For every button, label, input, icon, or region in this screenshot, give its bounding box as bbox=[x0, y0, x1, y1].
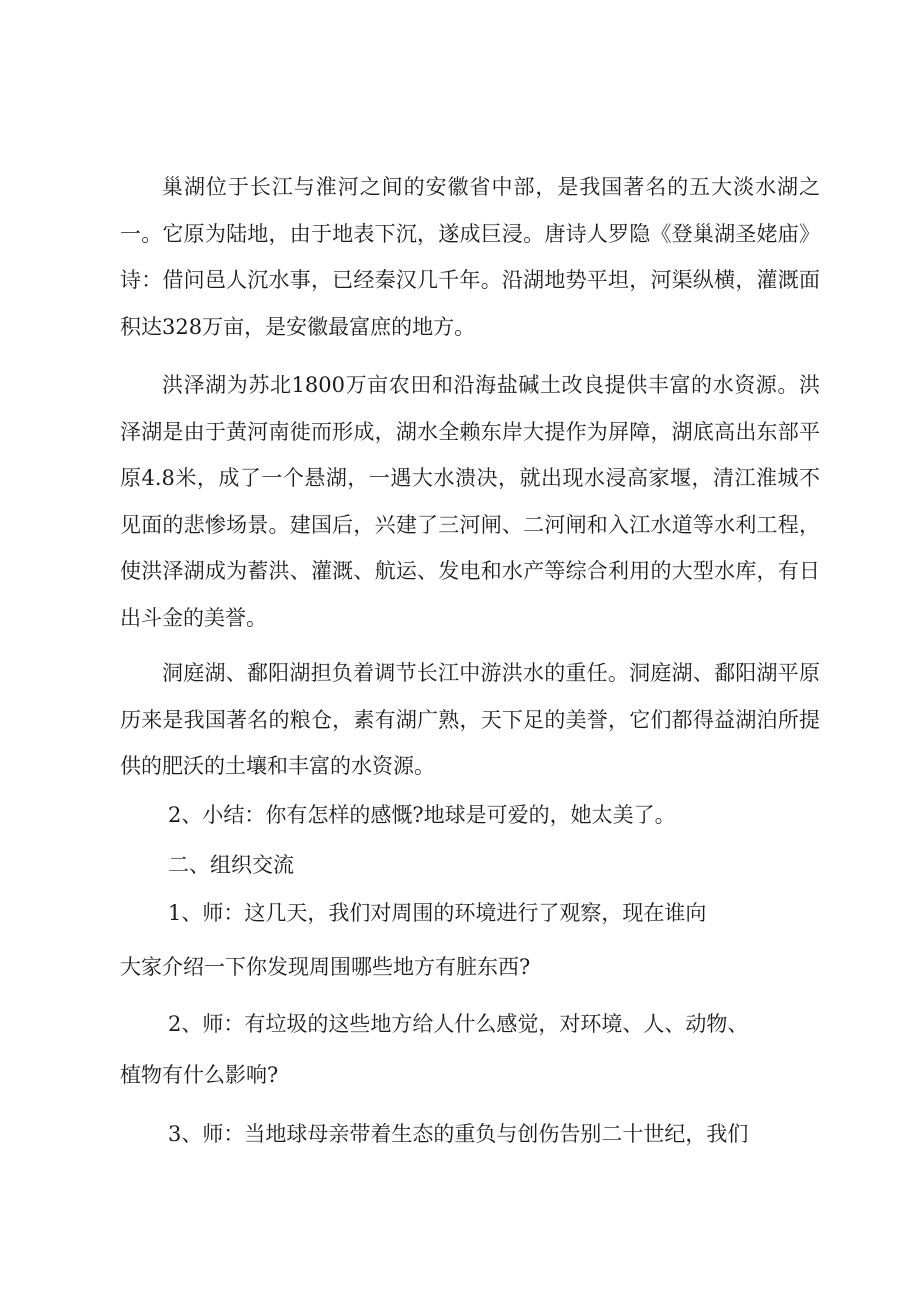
paragraph-chaohu: 巢湖位于长江与淮河之间的安徽省中部，是我国著名的五大淡水湖之一。它原为陆地，由于地表下沉，遂成巨浸。唐诗人罗隐《登巢湖圣姥庙》诗：借问邑人沉水事，已经秦汉几千年。沿湖地势平坦，河渠纵横，灌溉面积达328万亩，是安徽最富庶的地方。 bbox=[120, 175, 820, 339]
question-2-line-1: 2、师：有垃圾的这些地方给人什么感觉，对环境、人、动物、 bbox=[168, 1012, 749, 1036]
question-1-line-2: 大家介绍一下你发现周围哪些地方有脏东西? bbox=[120, 955, 531, 979]
summary-line: 2、小结：你有怎样的感慨?地球是可爱的，她太美了。 bbox=[168, 803, 676, 827]
question-1-line-1: 1、师：这几天，我们对周围的环境进行了观察，现在谁向 bbox=[168, 901, 707, 925]
question-3-line-1: 3、师：当地球母亲带着生态的重负与创伤告别二十世纪，我们 bbox=[168, 1122, 749, 1146]
section-heading: 二、组织交流 bbox=[168, 853, 294, 877]
question-2-line-2: 植物有什么影响? bbox=[120, 1063, 279, 1087]
paragraph-hongzehu: 洪泽湖为苏北1800万亩农田和沿海盐碱土改良提供丰富的水资源。洪泽湖是由于黄河南徙而形成，湖水全赖东岸大提作为屏障，湖底高出东部平原4.8米，成了一个悬湖，一遇大水溃决，就出现水浸高家堰，清江淮城不见面的悲惨场景。建国后，兴建了三河闸、二河闸和入江水道等水利工程，使洪泽湖成为蓄洪、灌溉、航运、发电和水产等综合利用的大型水库，有日出斗金的美誉。 bbox=[120, 373, 820, 630]
paragraph-dongtinghu-poyanghu: 洞庭湖、鄱阳湖担负着调节长江中游洪水的重任。洞庭湖、鄱阳湖平原历来是我国著名的粮仓，素有湖广熟，天下足的美誉，它们都得益湖泊所提供的肥沃的土壤和丰富的水资源。 bbox=[120, 661, 820, 778]
